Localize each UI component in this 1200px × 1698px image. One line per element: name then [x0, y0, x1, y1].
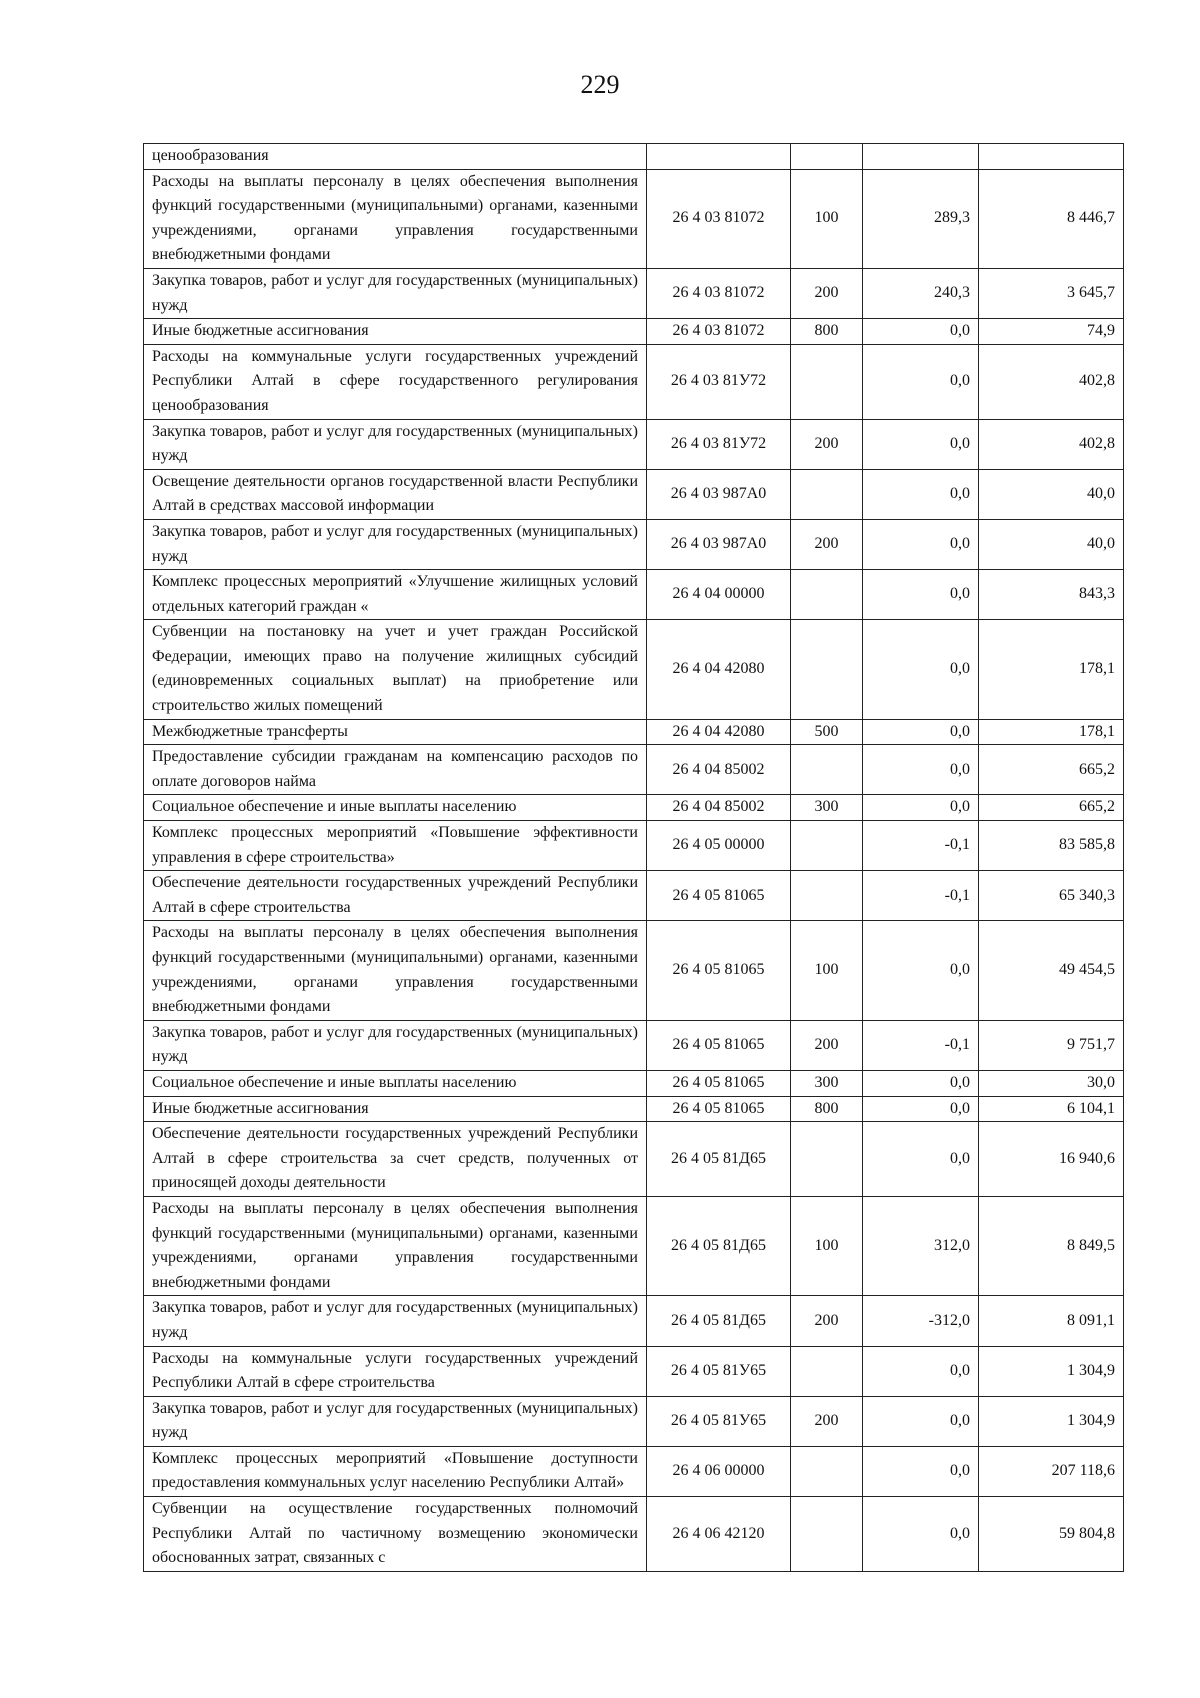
change-amount-cell: -0,1	[863, 1020, 979, 1070]
expense-name-cell: Субвенции на осуществление государственных полномочий Республики Алтай по частичному возмещению экономически обоснованных затрат, связанных с	[144, 1497, 647, 1572]
total-amount-cell: 83 585,8	[979, 821, 1124, 871]
change-amount-cell: 0,0	[863, 344, 979, 419]
target-article-code-cell: 26 4 05 81Д65	[647, 1122, 791, 1197]
target-article-code-cell: 26 4 05 00000	[647, 821, 791, 871]
target-article-code-cell: 26 4 04 85002	[647, 745, 791, 795]
target-article-code-cell: 26 4 03 987А0	[647, 469, 791, 519]
target-article-code-cell: 26 4 04 00000	[647, 570, 791, 620]
total-amount-cell: 665,2	[979, 795, 1124, 821]
expense-name-cell: Субвенции на постановку на учет и учет граждан Российской Федерации, имеющих право на получение жилищных субсидий (единовременных социальных выплат) на приобретение или строительство жилых помещений	[144, 620, 647, 719]
change-amount-cell: 0,0	[863, 795, 979, 821]
total-amount-cell: 65 340,3	[979, 871, 1124, 921]
expense-type-code-cell: 100	[791, 1196, 863, 1295]
change-amount-cell: 0,0	[863, 419, 979, 469]
expense-type-code-cell: 200	[791, 268, 863, 318]
expense-name-cell: ценообразования	[144, 144, 647, 170]
change-amount-cell: 0,0	[863, 719, 979, 745]
expense-name-cell: Расходы на выплаты персоналу в целях обеспечения выполнения функций государственными (муниципальными) органами, казенными учреждениями, органами управления государственными внебюджетными фондами	[144, 921, 647, 1020]
target-article-code-cell: 26 4 03 81У72	[647, 419, 791, 469]
expense-type-code-cell	[791, 620, 863, 719]
change-amount-cell: -0,1	[863, 821, 979, 871]
change-amount-cell: 0,0	[863, 1396, 979, 1446]
page-number: 229	[580, 70, 620, 99]
target-article-code-cell: 26 4 04 42080	[647, 620, 791, 719]
table-row	[144, 144, 1124, 170]
expense-type-code-cell: 200	[791, 419, 863, 469]
expense-name-cell: Обеспечение деятельности государственных учреждений Республики Алтай в сфере строительства	[144, 871, 647, 921]
table-row	[144, 519, 1124, 569]
expense-type-code-cell	[791, 144, 863, 170]
expense-name-cell: Комплекс процессных мероприятий «Повышение доступности предоставления коммунальных услуг населению Республики Алтай»	[144, 1446, 647, 1496]
change-amount-cell: 0,0	[863, 1070, 979, 1096]
change-amount-cell: 289,3	[863, 169, 979, 268]
table-row	[144, 1096, 1124, 1122]
total-amount-cell: 40,0	[979, 469, 1124, 519]
expense-name-cell: Закупка товаров, работ и услуг для государственных (муниципальных) нужд	[144, 1396, 647, 1446]
change-amount-cell: 0,0	[863, 319, 979, 345]
expense-name-cell: Социальное обеспечение и иные выплаты населению	[144, 1070, 647, 1096]
change-amount-cell	[863, 144, 979, 170]
target-article-code-cell: 26 4 04 42080	[647, 719, 791, 745]
expense-name-cell: Иные бюджетные ассигнования	[144, 1096, 647, 1122]
change-amount-cell: 312,0	[863, 1196, 979, 1295]
expense-name-cell: Межбюджетные трансферты	[144, 719, 647, 745]
target-article-code-cell: 26 4 05 81У65	[647, 1346, 791, 1396]
table-row	[144, 1396, 1124, 1446]
change-amount-cell: 0,0	[863, 519, 979, 569]
change-amount-cell: 0,0	[863, 1446, 979, 1496]
total-amount-cell: 30,0	[979, 1070, 1124, 1096]
table-row	[144, 821, 1124, 871]
expense-type-code-cell: 100	[791, 921, 863, 1020]
table-row	[144, 1497, 1124, 1572]
change-amount-cell: 0,0	[863, 745, 979, 795]
expense-type-code-cell: 300	[791, 1070, 863, 1096]
change-amount-cell: 0,0	[863, 1122, 979, 1197]
table-row	[144, 795, 1124, 821]
expense-name-cell: Освещение деятельности органов государственной власти Республики Алтай в средствах массовой информации	[144, 469, 647, 519]
expense-type-code-cell	[791, 344, 863, 419]
change-amount-cell: 0,0	[863, 469, 979, 519]
table-row	[144, 871, 1124, 921]
expense-name-cell: Иные бюджетные ассигнования	[144, 319, 647, 345]
change-amount-cell: -0,1	[863, 871, 979, 921]
target-article-code-cell: 26 4 05 81065	[647, 1020, 791, 1070]
table-row	[144, 719, 1124, 745]
total-amount-cell: 16 940,6	[979, 1122, 1124, 1197]
change-amount-cell: 0,0	[863, 1346, 979, 1396]
target-article-code-cell: 26 4 05 81065	[647, 1096, 791, 1122]
table-row	[144, 268, 1124, 318]
expense-type-code-cell: 200	[791, 1396, 863, 1446]
total-amount-cell: 74,9	[979, 319, 1124, 345]
change-amount-cell: 0,0	[863, 570, 979, 620]
change-amount-cell: -312,0	[863, 1296, 979, 1346]
target-article-code-cell: 26 4 06 00000	[647, 1446, 791, 1496]
expense-type-code-cell	[791, 745, 863, 795]
target-article-code-cell: 26 4 03 987А0	[647, 519, 791, 569]
budget-table-body	[144, 144, 1124, 1572]
total-amount-cell: 665,2	[979, 745, 1124, 795]
table-row	[144, 344, 1124, 419]
total-amount-cell: 843,3	[979, 570, 1124, 620]
table-row	[144, 620, 1124, 719]
expense-name-cell: Комплекс процессных мероприятий «Повышение эффективности управления в сфере строительства»	[144, 821, 647, 871]
target-article-code-cell: 26 4 05 81Д65	[647, 1196, 791, 1295]
expense-type-code-cell	[791, 469, 863, 519]
total-amount-cell: 1 304,9	[979, 1396, 1124, 1446]
target-article-code-cell: 26 4 05 81У65	[647, 1396, 791, 1446]
target-article-code-cell: 26 4 03 81072	[647, 169, 791, 268]
expense-type-code-cell: 100	[791, 169, 863, 268]
expense-name-cell: Закупка товаров, работ и услуг для государственных (муниципальных) нужд	[144, 1296, 647, 1346]
change-amount-cell: 0,0	[863, 1096, 979, 1122]
total-amount-cell: 40,0	[979, 519, 1124, 569]
table-row	[144, 169, 1124, 268]
table-row	[144, 1196, 1124, 1295]
expense-name-cell: Расходы на коммунальные услуги государственных учреждений Республики Алтай в сфере строительства	[144, 1346, 647, 1396]
total-amount-cell: 1 304,9	[979, 1346, 1124, 1396]
target-article-code-cell: 26 4 05 81065	[647, 1070, 791, 1096]
table-row	[144, 1122, 1124, 1197]
target-article-code-cell: 26 4 03 81072	[647, 319, 791, 345]
expense-type-code-cell: 800	[791, 1096, 863, 1122]
total-amount-cell: 402,8	[979, 419, 1124, 469]
expense-name-cell: Расходы на коммунальные услуги государственных учреждений Республики Алтай в сфере государственного регулирования ценообразования	[144, 344, 647, 419]
total-amount-cell: 8 446,7	[979, 169, 1124, 268]
expense-type-code-cell: 800	[791, 319, 863, 345]
total-amount-cell: 9 751,7	[979, 1020, 1124, 1070]
target-article-code-cell: 26 4 06 42120	[647, 1497, 791, 1572]
expense-name-cell: Закупка товаров, работ и услуг для государственных (муниципальных) нужд	[144, 419, 647, 469]
expense-name-cell: Расходы на выплаты персоналу в целях обеспечения выполнения функций государственными (муниципальными) органами, казенными учреждениями, органами управления государственными внебюджетными фондами	[144, 1196, 647, 1295]
expense-name-cell: Закупка товаров, работ и услуг для государственных (муниципальных) нужд	[144, 519, 647, 569]
target-article-code-cell: 26 4 03 81У72	[647, 344, 791, 419]
expense-type-code-cell: 200	[791, 1020, 863, 1070]
total-amount-cell: 3 645,7	[979, 268, 1124, 318]
total-amount-cell: 59 804,8	[979, 1497, 1124, 1572]
total-amount-cell: 6 104,1	[979, 1096, 1124, 1122]
expense-type-code-cell: 200	[791, 1296, 863, 1346]
total-amount-cell: 178,1	[979, 620, 1124, 719]
total-amount-cell: 8 091,1	[979, 1296, 1124, 1346]
table-row	[144, 570, 1124, 620]
expense-type-code-cell	[791, 871, 863, 921]
expense-type-code-cell: 500	[791, 719, 863, 745]
expense-name-cell: Расходы на выплаты персоналу в целях обеспечения выполнения функций государственными (муниципальными) органами, казенными учреждениями, органами управления государственными внебюджетными фондами	[144, 169, 647, 268]
change-amount-cell: 0,0	[863, 921, 979, 1020]
expense-name-cell: Предоставление субсидии гражданам на компенсацию расходов по оплате договоров найма	[144, 745, 647, 795]
expense-type-code-cell	[791, 1346, 863, 1396]
expense-type-code-cell	[791, 1446, 863, 1496]
expense-type-code-cell: 300	[791, 795, 863, 821]
expense-type-code-cell	[791, 570, 863, 620]
table-row	[144, 921, 1124, 1020]
total-amount-cell: 178,1	[979, 719, 1124, 745]
expense-name-cell: Социальное обеспечение и иные выплаты населению	[144, 795, 647, 821]
budget-table	[143, 143, 1124, 1572]
table-row	[144, 319, 1124, 345]
target-article-code-cell: 26 4 05 81Д65	[647, 1296, 791, 1346]
total-amount-cell: 49 454,5	[979, 921, 1124, 1020]
expense-name-cell: Закупка товаров, работ и услуг для государственных (муниципальных) нужд	[144, 1020, 647, 1070]
expense-type-code-cell	[791, 1497, 863, 1572]
table-row	[144, 419, 1124, 469]
total-amount-cell: 402,8	[979, 344, 1124, 419]
table-row	[144, 1070, 1124, 1096]
table-row	[144, 745, 1124, 795]
total-amount-cell	[979, 144, 1124, 170]
change-amount-cell: 0,0	[863, 1497, 979, 1572]
change-amount-cell: 240,3	[863, 268, 979, 318]
total-amount-cell: 8 849,5	[979, 1196, 1124, 1295]
expense-type-code-cell: 200	[791, 519, 863, 569]
table-row	[144, 469, 1124, 519]
target-article-code-cell	[647, 144, 791, 170]
expense-name-cell: Закупка товаров, работ и услуг для государственных (муниципальных) нужд	[144, 268, 647, 318]
target-article-code-cell: 26 4 03 81072	[647, 268, 791, 318]
change-amount-cell: 0,0	[863, 620, 979, 719]
table-row	[144, 1020, 1124, 1070]
expense-name-cell: Комплекс процессных мероприятий «Улучшение жилищных условий отдельных категорий граждан «	[144, 570, 647, 620]
expense-type-code-cell	[791, 1122, 863, 1197]
table-row	[144, 1296, 1124, 1346]
target-article-code-cell: 26 4 05 81065	[647, 921, 791, 1020]
table-row	[144, 1446, 1124, 1496]
target-article-code-cell: 26 4 05 81065	[647, 871, 791, 921]
expense-name-cell: Обеспечение деятельности государственных учреждений Республики Алтай в сфере строительства за счет средств, полученных от приносящей доходы деятельности	[144, 1122, 647, 1197]
target-article-code-cell: 26 4 04 85002	[647, 795, 791, 821]
table-row	[144, 1346, 1124, 1396]
expense-type-code-cell	[791, 821, 863, 871]
total-amount-cell: 207 118,6	[979, 1446, 1124, 1496]
